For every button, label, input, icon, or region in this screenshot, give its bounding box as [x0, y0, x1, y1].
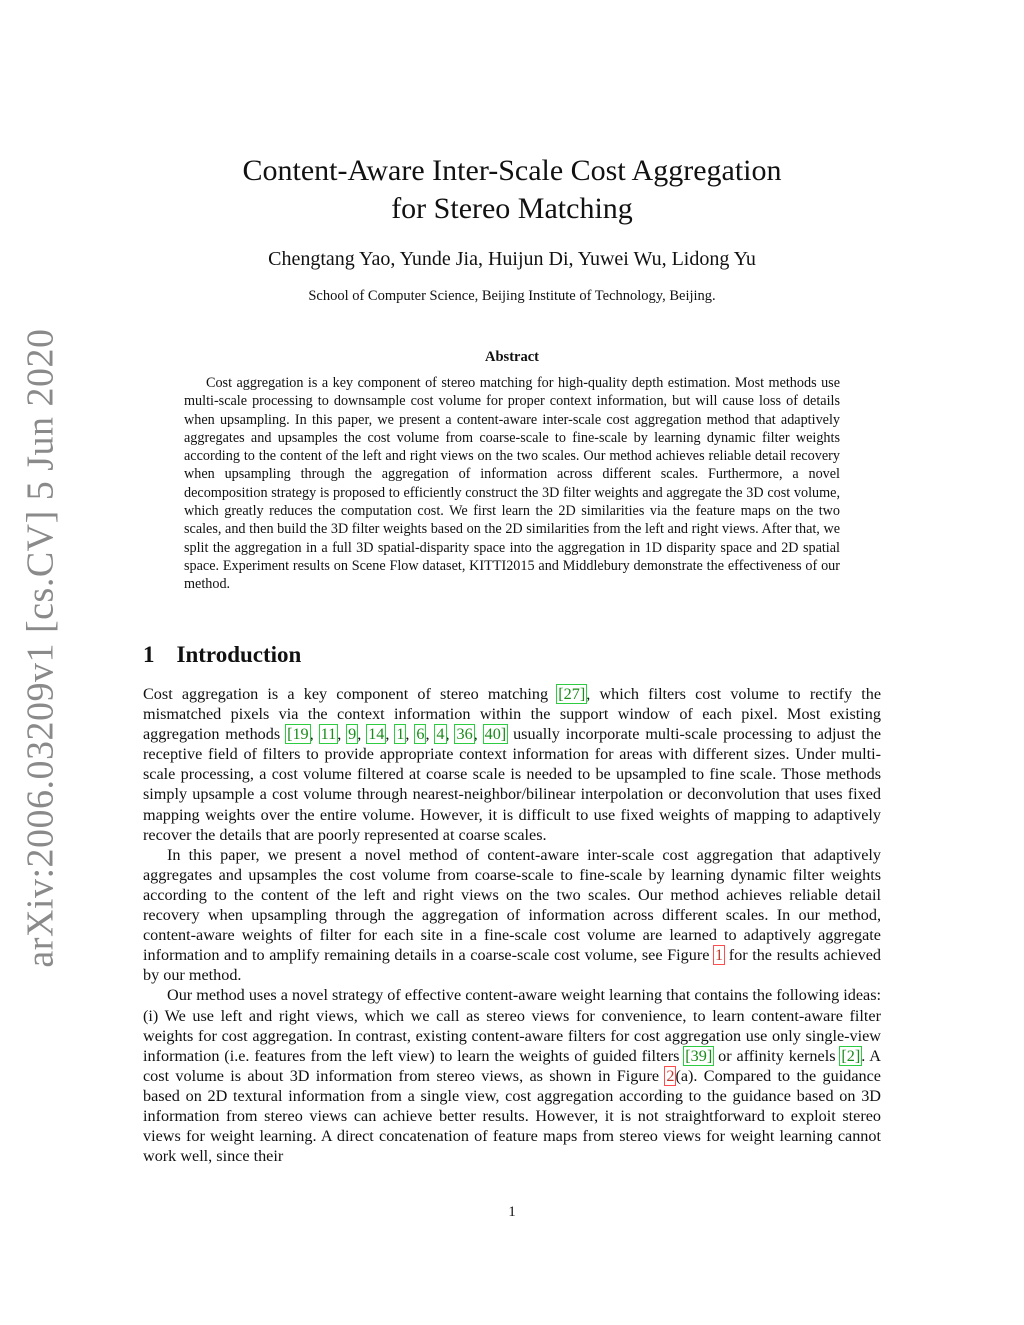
abstract-text: Cost aggregation is a key component of stereo matching for high-quality depth estimation. Most methods use multi-scale processing to downsample cost volume for proper context information, but will cause loss of details when upsampling. In this paper, we present a content-aware inter-scale cost aggregation method that adaptively aggregates and upsamples the cost volume from coarse-scale to fine-scale by learning dynamic filter weights according to the content of the left and right views on the two scales. Our method achieves reliable detail recovery when upsampling through the aggregation of information across different scales. Furthermore, a novel decomposition strategy is proposed to efficiently construct the 3D filter weights and aggregate the 3D cost volume, which greatly reduces the computation cost. We first learn the 2D similarities via the feature maps on the two scales, and then build the 3D filter weights based on the 2D similarities from the left and right views. After that, we split the aggregation in a full 3D spatial-disparity space into the aggregation in 1D disparity space and 2D spatial space. Experiment results on Scene Flow dataset, KITTI2015 and Middlebury demonstrate the effectiveness of our method.: [184, 375, 840, 593]
section-heading-introduction: [143, 642, 301, 668]
figure-reference-link[interactable]: 1: [715, 946, 724, 965]
section-title: Introduction: [176, 642, 302, 667]
paragraph-3-text-a: Our method uses a novel strategy of effective content-aware weight learning that contains the following ideas: (i) We use left and right views, which we call as stereo views for convenience, to learn content-aware filter weights for cost aggregation. In contrast, existing content-aware filters for cost aggregation use only single-view information (i.e. features from the left view) to learn the weights of guided filters: [143, 986, 881, 1065]
arxiv-identifier-text: arXiv:2006.03209v1 [cs.CV] 5 Jun 2020: [20, 327, 62, 968]
paragraph-2-text-a: In this paper, we present a novel method of content-aware inter-scale cost aggregation that adaptively aggregates and upsamples the cost volume from coarse-scale to fine-scale by learning dynamic filter weights according to the content of the left and right views on the two scales. Our method achieves reliable detail recovery when upsampling through the aggregation of information across different scales. In our method, content-aware weights of filter for each site in a fine-scale cost volume are learned to adaptively aggregate information and to amplify remaining details in a coarse-scale cost volume, see Figure: [143, 845, 881, 965]
citation-link[interactable]: 9: [348, 725, 357, 744]
paragraph-1: Cost aggregation is a key component of stereo matching [27], which filters cost volume to rectify the mismatched pixels via the context information within the support window of each pixel. Most existing aggregation methods [19, 11, 9, 14, 1, 6, 4, 36, 40] usually incorporate multi-scale processing to adjust the receptive field of filters to provide appropriate context information for areas with different sizes. Under multi-scale processing, a cost volume filtered at coarse scale is needed to be upsampled to fine scale. Those methods simply upsample a cost volume through nearest-neighbor/bilinear interpolation or deconvolution that uses fixed mapping weights over the entire volume. However, it is difficult to use fixed weights of mapping to adaptively recover the details that are poorly represented at coarse scales.: [143, 685, 882, 844]
citation-link[interactable]: 1: [396, 725, 405, 744]
paragraph-3-text-d: (a). Compared to the guidance based on 2D textural information from a single view, cost aggregation according to the guidance based on 3D information from stereo views can achieve better results. However, it is not straightforward to exploit stereo views for weight learning. A direct concatenation of feature maps from stereo views for weight learning cannot work well, since their: [143, 1066, 881, 1166]
paragraph-1-text-a: Cost aggregation is a key component of stereo matching: [143, 685, 558, 703]
paragraph-3-text-c: . A cost volume is about 3D information from stereo views, as shown in Figure: [143, 1046, 881, 1085]
abstract-heading: Abstract: [485, 349, 539, 365]
citation-link[interactable]: 36: [456, 725, 473, 744]
introduction-body: [143, 684, 881, 1166]
citation-link[interactable]: 6: [416, 725, 425, 744]
citation-link[interactable]: [19: [287, 725, 309, 744]
paragraph-2: [143, 845, 881, 986]
citation-link[interactable]: 4: [436, 725, 445, 744]
affiliation: School of Computer Science, Beijing Institute of Technology, Beijing.: [308, 288, 716, 304]
section-number: 1: [143, 642, 155, 667]
paper-title: [144, 152, 880, 228]
paragraph-2-text-b: for the results achieved by our method.: [143, 946, 881, 985]
page-number: 1: [508, 1204, 516, 1220]
arxiv-identifier-stamp: [6, 327, 76, 968]
citation-link[interactable]: 40]: [484, 725, 507, 744]
paper-title-line-1: Content-Aware Inter-Scale Cost Aggregation: [242, 154, 782, 187]
paragraph-1-text-c: usually incorporate multi-scale processing to adjust the receptive field of filters to provide appropriate context information for areas with different sizes. Under multi-scale processing, a cost volume filtered at coarse scale is needed to be upsampled to fine scale. Those methods simply upsample a cost volume through nearest-neighbor/bilinear interpolation or deconvolution that uses fixed mapping weights over the entire volume. However, it is difficult to use fixed weights of mapping to adaptively recover the details that are poorly represented at coarse scales.: [143, 725, 882, 844]
citation-link[interactable]: [27]: [558, 685, 586, 703]
citation-link[interactable]: [39]: [685, 1046, 713, 1065]
author-list: Chengtang Yao, Yunde Jia, Huijun Di, Yuwei Wu, Lidong Yu: [268, 248, 756, 270]
figure-reference-link[interactable]: 2: [666, 1066, 675, 1085]
paragraph-1-text-b: , which filters cost volume to rectify the mismatched pixels via the context information within the support window of each pixel. Most existing aggregation methods: [143, 685, 882, 744]
paragraph-3: [143, 985, 881, 1166]
citation-link[interactable]: 11: [320, 725, 337, 744]
citation-link[interactable]: 14: [368, 725, 385, 744]
citation-link[interactable]: [2]: [841, 1046, 861, 1065]
paragraph-3-text-b: or affinity kernels: [713, 1046, 841, 1065]
paper-title-line-2: for Stereo Matching: [391, 192, 633, 225]
